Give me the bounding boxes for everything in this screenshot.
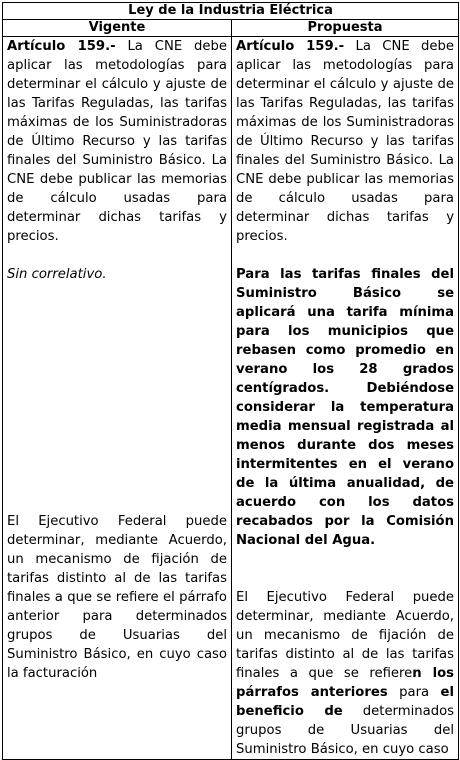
propuesta-article-text: La CNE debe aplicar las metodologías para determinar el cálculo y ajuste de las Tarifas Reguladas, las tarifas máximas de los Suministradoras de Último Recurso y las tarifas finales del Suministro Básico. La CNE debe publicar las memorias de cálculo usadas para determinar dichas tarifas y precios. xyxy=(236,39,455,244)
vigente-blank-space xyxy=(7,436,227,455)
vigente-article-paragraph xyxy=(7,37,227,246)
content-row xyxy=(3,37,459,760)
propuesta-new-paragraph: Para las tarifas finales del Suministro Básico se aplicará una tarifa mínima para los municipios que rebasen como promedio en verano los 28 grados centígrados. Debiéndose considerar la temperatura media mensual registrada al menos durante dos meses intermitentes en el verano de la última anualidad, de acuerdo con los datos recabados por la Comisión Nacional del Agua. xyxy=(236,267,455,548)
vigente-blank-space xyxy=(7,360,227,379)
vigente-blank-space xyxy=(7,398,227,417)
table-title: Ley de la Industria Eléctrica xyxy=(3,3,459,20)
vigente-no-correlative: Sin correlativo. xyxy=(7,267,107,282)
vigente-article-label: Artículo 159.- xyxy=(7,39,116,54)
propuesta-cell xyxy=(232,37,459,760)
propuesta-blank-space xyxy=(236,569,454,588)
vigente-blank-space xyxy=(7,417,227,436)
vigente-blank-space xyxy=(7,303,227,322)
propuesta-article-label: Artículo 159.- xyxy=(236,39,345,54)
propuesta-last-part4: el beneficio de xyxy=(236,685,455,719)
comparison-table xyxy=(2,2,459,760)
column-header-vigente: Vigente xyxy=(3,20,232,37)
title-row xyxy=(3,3,459,20)
propuesta-last-part2: n los párrafos anteriores xyxy=(236,666,455,700)
vigente-blank-space xyxy=(7,322,227,341)
vigente-cell xyxy=(3,37,232,760)
vigente-article-text: La CNE debe aplicar las metodologías para determinar el cálculo y ajuste de las Tarifas Reguladas, las tarifas máximas de los Suministradoras de Último Recurso y las tarifas finales del Suministro Básico. La CNE debe publicar las memorias de cálculo usadas para determinar dichas tarifas y precios. xyxy=(7,39,227,244)
propuesta-last-part3: para xyxy=(387,685,441,700)
vigente-blank-space xyxy=(7,379,227,398)
propuesta-last-part5: determinados grupos de Usuarias del Suministro Básico, en cuyo caso xyxy=(236,704,455,757)
propuesta-last-part1: El Ejecutivo Federal puede determinar, mediante Acuerdo, un mecanismo de fijación de tarifas distinto al de las tarifas finales a que se refiere xyxy=(236,590,455,681)
vigente-blank-space xyxy=(7,474,227,512)
vigente-last-paragraph: El Ejecutivo Federal puede determinar, mediante Acuerdo, un mecanismo de fijación de tarifas distinto al de las tarifas finales a que se refiere el párrafo anterior para determinados grupos de Usuarias del Suministro Básico, en cuyo caso la facturación xyxy=(7,514,227,681)
column-header-row xyxy=(3,20,459,37)
vigente-blank-space xyxy=(7,341,227,360)
propuesta-last-paragraph xyxy=(236,588,454,759)
propuesta-article-paragraph xyxy=(236,37,454,246)
column-header-propuesta: Propuesta xyxy=(232,20,459,37)
vigente-blank-space xyxy=(7,455,227,474)
